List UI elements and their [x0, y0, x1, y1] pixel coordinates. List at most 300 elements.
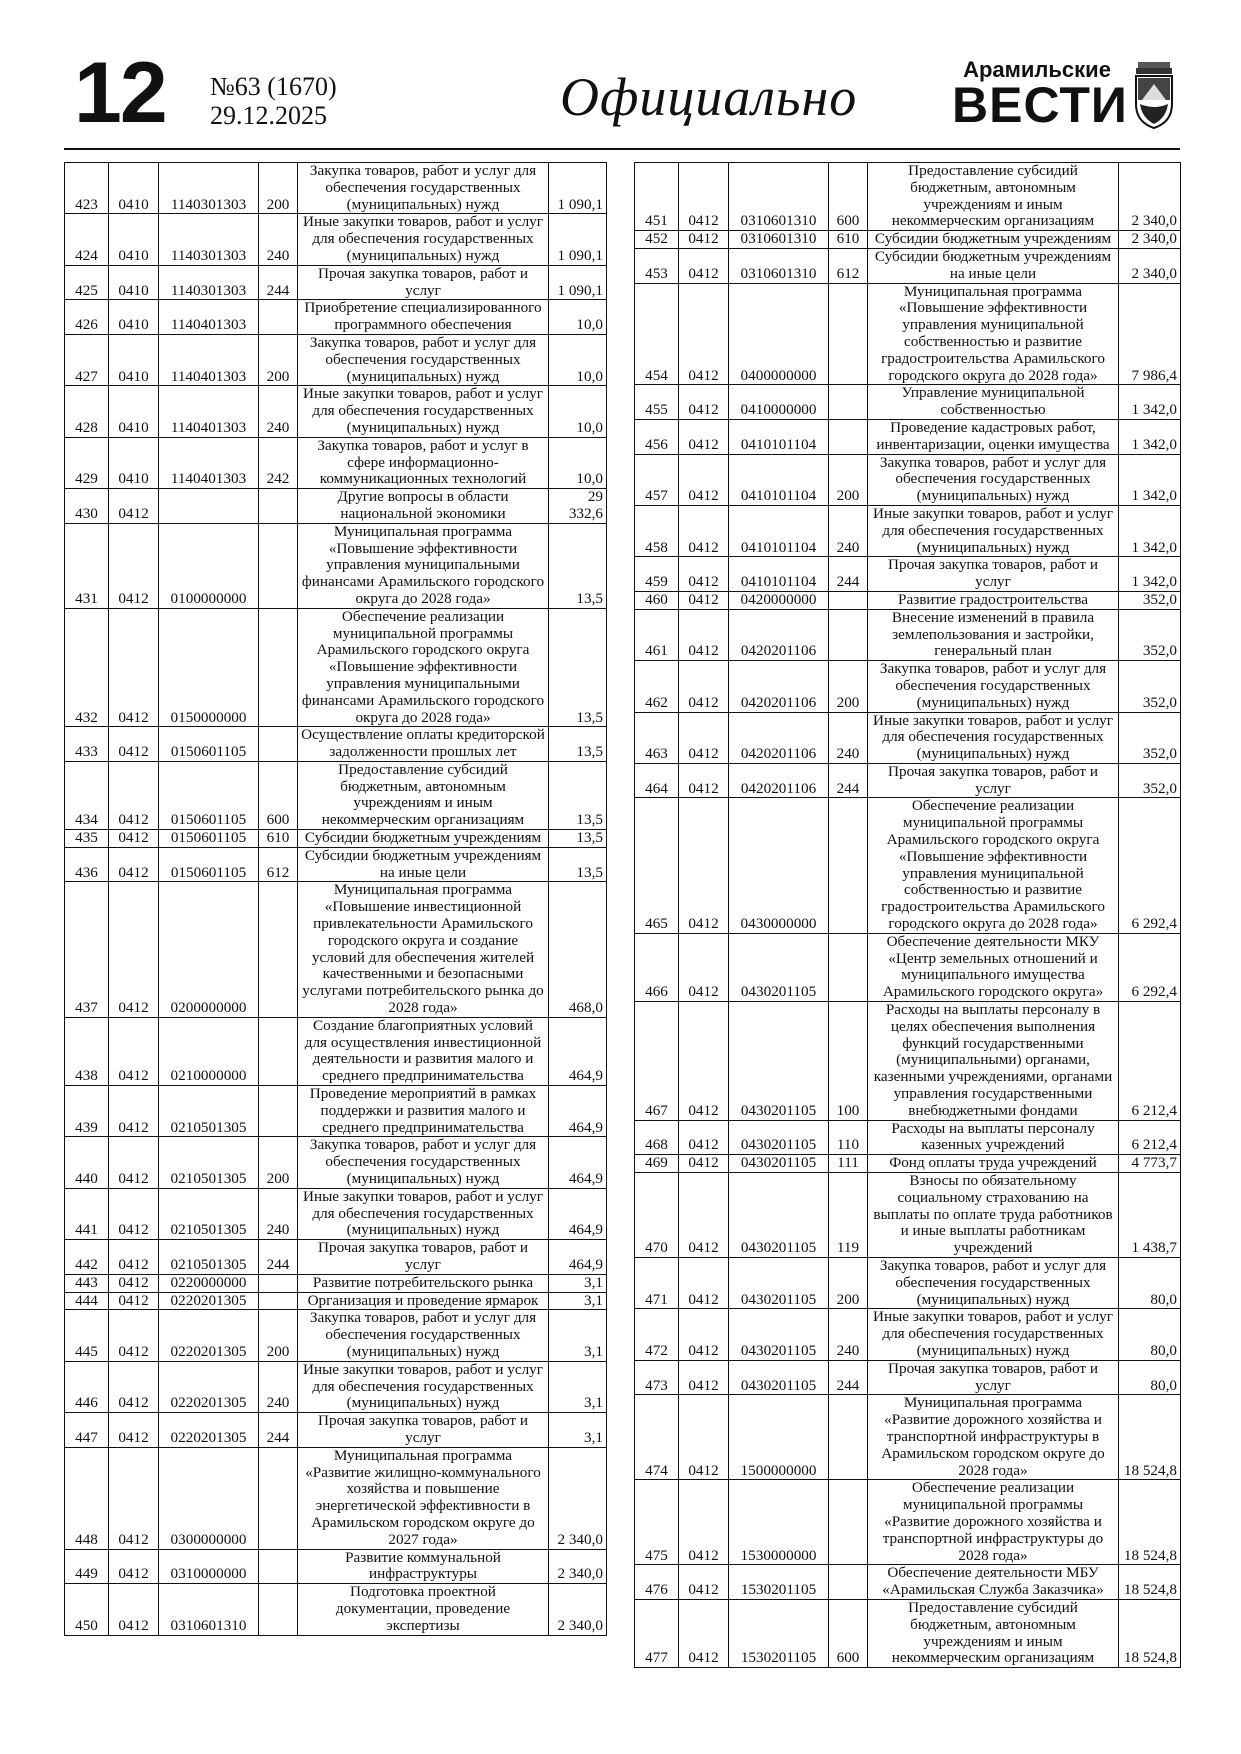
expense-type-code: [829, 283, 868, 385]
table-row: [65, 523, 607, 608]
target-article-code: 0150601105: [159, 830, 259, 848]
expense-type-code: [829, 933, 868, 1001]
row-number: 470: [635, 1173, 679, 1258]
row-number: 462: [635, 661, 679, 712]
amount: 13,5: [549, 727, 607, 762]
expense-type-code: [259, 1447, 298, 1549]
target-article-code: 1530201105: [729, 1599, 829, 1667]
table-row: [635, 1120, 1181, 1155]
section-code: 0412: [109, 761, 159, 829]
amount: 464,9: [549, 1017, 607, 1085]
item-name: Муниципальная программа «Повышение инвестиционной привлекательности Арамильского городского округа и создание условий для обеспечения жителей качественными и безопасными услугами потребительского рынка до 2028 года»: [298, 882, 549, 1017]
item-name: Обеспечение деятельности МБУ «Арамильская Служба Заказчика»: [868, 1565, 1119, 1600]
amount: 80,0: [1119, 1258, 1181, 1309]
target-article-code: 0420201106: [729, 661, 829, 712]
expense-type-code: [829, 385, 868, 420]
target-article-code: 0310601310: [729, 163, 829, 231]
table-row: [65, 1310, 607, 1361]
row-number: 474: [635, 1395, 679, 1480]
target-article-code: 0210501305: [159, 1137, 259, 1188]
section-code: 0412: [679, 1360, 729, 1395]
expense-type-code: 612: [829, 248, 868, 283]
expense-type-code: 242: [259, 437, 298, 488]
amount: 6 212,4: [1119, 1120, 1181, 1155]
section-code: 0410: [109, 300, 159, 335]
table-row: [65, 214, 607, 265]
amount: 464,9: [549, 1240, 607, 1275]
item-name: Прочая закупка товаров, работ и услуг: [868, 1360, 1119, 1395]
section-code: 0412: [679, 591, 729, 609]
target-article-code: 0150601105: [159, 847, 259, 882]
expense-type-code: 240: [829, 712, 868, 763]
section-code: 0412: [679, 454, 729, 505]
amount: 464,9: [549, 1086, 607, 1137]
expense-type-code: 100: [829, 1002, 868, 1121]
budget-table-left: [64, 162, 607, 1636]
row-number: 472: [635, 1309, 679, 1360]
target-article-code: 0430000000: [729, 798, 829, 933]
table-row: [65, 1137, 607, 1188]
expense-type-code: [259, 727, 298, 762]
section-code: 0412: [109, 523, 159, 608]
section-code: 0412: [679, 283, 729, 385]
section-code: 0412: [679, 763, 729, 798]
expense-type-code: [259, 489, 298, 524]
row-number: 471: [635, 1258, 679, 1309]
expense-type-code: [829, 1565, 868, 1600]
table-row: [65, 608, 607, 727]
target-article-code: 0430201105: [729, 1258, 829, 1309]
target-article-code: 0410101104: [729, 505, 829, 556]
row-number: 446: [65, 1361, 109, 1412]
item-name: Муниципальная программа «Повышение эффективности управления муниципальной собственностью и развитие градостроительства Арамильского городского округа до 2028 года»: [868, 283, 1119, 385]
row-number: 423: [65, 163, 109, 214]
target-article-code: 0430201105: [729, 1360, 829, 1395]
section-title: Официально: [560, 67, 858, 127]
row-number: 457: [635, 454, 679, 505]
target-article-code: 0220000000: [159, 1274, 259, 1292]
row-number: 435: [65, 830, 109, 848]
amount: 6 212,4: [1119, 1002, 1181, 1121]
section-code: 0412: [679, 798, 729, 933]
expense-type-code: 610: [829, 231, 868, 249]
item-name: Создание благоприятных условий для осуществления инвестиционной деятельности и развития малого и среднего предпринимательства: [298, 1017, 549, 1085]
item-name: Иные закупки товаров, работ и услуг для обеспечения государственных (муниципальных) нужд: [298, 386, 549, 437]
amount: 18 524,8: [1119, 1395, 1181, 1480]
row-number: 469: [635, 1155, 679, 1173]
amount: 10,0: [549, 334, 607, 385]
target-article-code: 0100000000: [159, 523, 259, 608]
section-code: 0412: [679, 505, 729, 556]
target-article-code: 0310000000: [159, 1549, 259, 1584]
item-name: Закупка товаров, работ и услуг для обеспечения государственных (муниципальных) нужд: [298, 334, 549, 385]
table-row: [65, 727, 607, 762]
section-code: 0410: [109, 334, 159, 385]
amount: 1 090,1: [549, 265, 607, 300]
table-row: [65, 830, 607, 848]
item-name: Иные закупки товаров, работ и услуг для обеспечения государственных (муниципальных) нужд: [298, 1361, 549, 1412]
amount: 6 292,4: [1119, 798, 1181, 933]
table-row: [635, 712, 1181, 763]
row-number: 451: [635, 163, 679, 231]
amount: 2 340,0: [1119, 163, 1181, 231]
amount: 13,5: [549, 523, 607, 608]
expense-type-code: [259, 1274, 298, 1292]
section-code: 0412: [109, 1137, 159, 1188]
item-name: Прочая закупка товаров, работ и услуг: [298, 265, 549, 300]
item-name: Иные закупки товаров, работ и услуг для обеспечения государственных (муниципальных) нужд: [868, 712, 1119, 763]
expense-type-code: 200: [259, 1310, 298, 1361]
section-code: 0412: [679, 557, 729, 592]
table-row: [65, 1361, 607, 1412]
row-number: 467: [635, 1002, 679, 1121]
target-article-code: 0310601310: [729, 248, 829, 283]
amount: 3,1: [549, 1310, 607, 1361]
expense-type-code: [259, 882, 298, 1017]
amount: 4 773,7: [1119, 1155, 1181, 1173]
table-row: [635, 454, 1181, 505]
target-article-code: 0210000000: [159, 1017, 259, 1085]
table-row: [65, 300, 607, 335]
amount: 352,0: [1119, 591, 1181, 609]
target-article-code: 0410101104: [729, 419, 829, 454]
row-number: 465: [635, 798, 679, 933]
table-row: [65, 163, 607, 214]
amount: 10,0: [549, 386, 607, 437]
amount: 1 090,1: [549, 163, 607, 214]
amount: 1 342,0: [1119, 454, 1181, 505]
issue-date: 29.12.2025: [210, 101, 327, 130]
amount: 1 090,1: [549, 214, 607, 265]
item-name: Развитие потребительского рынка: [298, 1274, 549, 1292]
row-number: 468: [635, 1120, 679, 1155]
section-code: 0412: [109, 1017, 159, 1085]
item-name: Внесение изменений в правила землепользования и застройки, генеральный план: [868, 609, 1119, 660]
section-code: 0412: [679, 1002, 729, 1121]
table-row: [635, 385, 1181, 420]
row-number: 430: [65, 489, 109, 524]
item-name: Муниципальная программа «Повышение эффективности управления муниципальными финансами Арамильского городского округа до 2028 года»: [298, 523, 549, 608]
table-row: [635, 661, 1181, 712]
expense-type-code: 244: [829, 557, 868, 592]
issue-number: №63 (1670): [210, 72, 337, 101]
section-code: 0412: [109, 1584, 159, 1635]
section-code: 0412: [109, 1310, 159, 1361]
amount: 1 342,0: [1119, 385, 1181, 420]
section-code: 0410: [109, 214, 159, 265]
expense-type-code: 610: [259, 830, 298, 848]
expense-type-code: [259, 1292, 298, 1310]
expense-type-code: 244: [259, 1413, 298, 1448]
target-article-code: 0420201106: [729, 609, 829, 660]
item-name: Иные закупки товаров, работ и услуг для обеспечения государственных (муниципальных) нужд: [298, 214, 549, 265]
row-number: 460: [635, 591, 679, 609]
amount: 18 524,8: [1119, 1599, 1181, 1667]
target-article-code: 0400000000: [729, 283, 829, 385]
target-article-code: 0430201105: [729, 1002, 829, 1121]
table-row: [635, 933, 1181, 1001]
item-name: Проведение кадастровых работ, инвентаризации, оценки имущества: [868, 419, 1119, 454]
section-code: 0410: [109, 163, 159, 214]
table-row: [635, 1002, 1181, 1121]
item-name: Иные закупки товаров, работ и услуг для обеспечения государственных (муниципальных) нужд: [868, 505, 1119, 556]
item-name: Субсидии бюджетным учреждениям на иные цели: [298, 847, 549, 882]
target-article-code: [159, 489, 259, 524]
target-article-code: 0410101104: [729, 454, 829, 505]
row-number: 440: [65, 1137, 109, 1188]
target-article-code: 0430201105: [729, 1120, 829, 1155]
section-code: 0412: [679, 712, 729, 763]
row-number: 449: [65, 1549, 109, 1584]
table-row: [635, 419, 1181, 454]
section-code: 0412: [109, 1274, 159, 1292]
table-row: [65, 265, 607, 300]
section-code: 0412: [679, 609, 729, 660]
table-row: [65, 1240, 607, 1275]
item-name: Иные закупки товаров, работ и услуг для обеспечения государственных (муниципальных) нужд: [868, 1309, 1119, 1360]
row-number: 424: [65, 214, 109, 265]
target-article-code: 0430201105: [729, 1173, 829, 1258]
target-article-code: 0420000000: [729, 591, 829, 609]
target-article-code: 0300000000: [159, 1447, 259, 1549]
target-article-code: 0210501305: [159, 1188, 259, 1239]
expense-type-code: 600: [829, 163, 868, 231]
amount: 2 340,0: [1119, 231, 1181, 249]
target-article-code: 0410000000: [729, 385, 829, 420]
section-code: 0412: [679, 1155, 729, 1173]
table-row: [635, 1360, 1181, 1395]
item-name: Закупка товаров, работ и услуг для обеспечения государственных (муниципальных) нужд: [868, 661, 1119, 712]
row-number: 445: [65, 1310, 109, 1361]
section-code: 0412: [109, 1413, 159, 1448]
section-code: 0412: [109, 882, 159, 1017]
table-row: [635, 1565, 1181, 1600]
row-number: 456: [635, 419, 679, 454]
expense-type-code: [829, 1480, 868, 1565]
item-name: Прочая закупка товаров, работ и услуг: [298, 1413, 549, 1448]
item-name: Субсидии бюджетным учреждениям на иные цели: [868, 248, 1119, 283]
amount: 18 524,8: [1119, 1480, 1181, 1565]
expense-type-code: 200: [259, 1137, 298, 1188]
section-code: 0412: [109, 608, 159, 727]
item-name: Предоставление субсидий бюджетным, автономным учреждениям и иным некоммерческим организациям: [868, 1599, 1119, 1667]
section-code: 0412: [109, 1086, 159, 1137]
section-code: 0412: [109, 1447, 159, 1549]
amount: 29 332,6: [549, 489, 607, 524]
expense-type-code: 200: [829, 661, 868, 712]
item-name: Развитие градостроительства: [868, 591, 1119, 609]
amount: 1 342,0: [1119, 557, 1181, 592]
section-code: 0412: [109, 1188, 159, 1239]
target-article-code: 1140401303: [159, 334, 259, 385]
expense-type-code: 110: [829, 1120, 868, 1155]
row-number: 458: [635, 505, 679, 556]
item-name: Обеспечение деятельности МКУ «Центр земельных отношений и муниципального имущества Арамильского городского округа»: [868, 933, 1119, 1001]
section-code: 0412: [679, 1480, 729, 1565]
item-name: Закупка товаров, работ и услуг для обеспечения государственных (муниципальных) нужд: [868, 1258, 1119, 1309]
section-code: 0412: [109, 1240, 159, 1275]
section-code: 0412: [109, 1292, 159, 1310]
target-article-code: 0220201305: [159, 1413, 259, 1448]
expense-type-code: [259, 1017, 298, 1085]
section-code: 0412: [679, 231, 729, 249]
expense-type-code: 244: [829, 1360, 868, 1395]
table-row: [65, 882, 607, 1017]
expense-type-code: 200: [259, 163, 298, 214]
row-number: 463: [635, 712, 679, 763]
amount: 13,5: [549, 761, 607, 829]
expense-type-code: [829, 1395, 868, 1480]
section-code: 0412: [679, 1395, 729, 1480]
row-number: 447: [65, 1413, 109, 1448]
item-name: Закупка товаров, работ и услуг для обеспечения государственных (муниципальных) нужд: [868, 454, 1119, 505]
item-name: Обеспечение реализации муниципальной программы Арамильского городского округа «Повышение эффективности управления муниципальными финансами Арамильского городского округа до 2028 года»: [298, 608, 549, 727]
row-number: 473: [635, 1360, 679, 1395]
section-code: 0412: [109, 1549, 159, 1584]
expense-type-code: 244: [259, 1240, 298, 1275]
page-header: [64, 45, 1180, 148]
target-article-code: 0430201105: [729, 1155, 829, 1173]
row-number: 431: [65, 523, 109, 608]
row-number: 434: [65, 761, 109, 829]
row-number: 438: [65, 1017, 109, 1085]
amount: 352,0: [1119, 763, 1181, 798]
item-name: Обеспечение реализации муниципальной программы «Развитие дорожного хозяйства и транспортной инфраструктуры до 2028 года»: [868, 1480, 1119, 1565]
row-number: 477: [635, 1599, 679, 1667]
target-article-code: 0220201305: [159, 1361, 259, 1412]
expense-type-code: 600: [829, 1599, 868, 1667]
table-row: [635, 248, 1181, 283]
expense-type-code: [259, 608, 298, 727]
row-number: 439: [65, 1086, 109, 1137]
target-article-code: 1500000000: [729, 1395, 829, 1480]
amount: 13,5: [549, 830, 607, 848]
expense-type-code: [829, 419, 868, 454]
table-row: [65, 1413, 607, 1448]
expense-type-code: [259, 300, 298, 335]
issue-info: [210, 72, 337, 130]
item-name: Субсидии бюджетным учреждениям: [868, 231, 1119, 249]
expense-type-code: 244: [829, 763, 868, 798]
section-code: 0410: [109, 386, 159, 437]
section-code: 0412: [109, 830, 159, 848]
section-code: 0412: [679, 661, 729, 712]
expense-type-code: [829, 798, 868, 933]
row-number: 441: [65, 1188, 109, 1239]
target-article-code: 0150601105: [159, 761, 259, 829]
target-article-code: 0220201305: [159, 1310, 259, 1361]
table-row: [635, 763, 1181, 798]
row-number: 444: [65, 1292, 109, 1310]
amount: 6 292,4: [1119, 933, 1181, 1001]
expense-type-code: 111: [829, 1155, 868, 1173]
expense-type-code: [259, 1584, 298, 1635]
item-name: Прочая закупка товаров, работ и услуг: [298, 1240, 549, 1275]
amount: 3,1: [549, 1292, 607, 1310]
table-row: [635, 1395, 1181, 1480]
amount: 464,9: [549, 1137, 607, 1188]
amount: 2 340,0: [549, 1549, 607, 1584]
item-name: Управление муниципальной собственностью: [868, 385, 1119, 420]
target-article-code: 1140301303: [159, 163, 259, 214]
budget-table-right: [634, 162, 1181, 1668]
section-code: 0412: [109, 847, 159, 882]
expense-type-code: [259, 1086, 298, 1137]
section-code: 0412: [679, 1120, 729, 1155]
item-name: Закупка товаров, работ и услуг для обеспечения государственных (муниципальных) нужд: [298, 163, 549, 214]
row-number: 427: [65, 334, 109, 385]
amount: 1 438,7: [1119, 1173, 1181, 1258]
table-row: [65, 847, 607, 882]
amount: 2 340,0: [1119, 248, 1181, 283]
expense-type-code: 240: [829, 505, 868, 556]
page-number: 12: [74, 45, 166, 141]
item-name: Расходы на выплаты персоналу в целях обеспечения выполнения функций государственными (муниципальными) органами, казенными учреждениями, органами управления государственными внебюджетными фондами: [868, 1002, 1119, 1121]
table-row: [635, 1480, 1181, 1565]
row-number: 453: [635, 248, 679, 283]
target-article-code: 0310601310: [729, 231, 829, 249]
expense-type-code: [259, 523, 298, 608]
table-row: [65, 489, 607, 524]
section-code: 0410: [109, 265, 159, 300]
item-name: Осуществление оплаты кредиторской задолженности прошлых лет: [298, 727, 549, 762]
amount: 7 986,4: [1119, 283, 1181, 385]
target-article-code: 0430201105: [729, 1309, 829, 1360]
table-row: [65, 1017, 607, 1085]
expense-type-code: 200: [829, 454, 868, 505]
table-row: [65, 1292, 607, 1310]
amount: 468,0: [549, 882, 607, 1017]
expense-type-code: 612: [259, 847, 298, 882]
section-code: 0412: [109, 727, 159, 762]
item-name: Организация и проведение ярмарок: [298, 1292, 549, 1310]
row-number: 448: [65, 1447, 109, 1549]
target-article-code: 1140301303: [159, 265, 259, 300]
amount: 352,0: [1119, 609, 1181, 660]
table-row: [635, 591, 1181, 609]
item-name: Приобретение специализированного программного обеспечения: [298, 300, 549, 335]
expense-type-code: 240: [259, 214, 298, 265]
expense-type-code: 200: [259, 334, 298, 385]
table-row: [635, 231, 1181, 249]
amount: 13,5: [549, 847, 607, 882]
row-number: 428: [65, 386, 109, 437]
table-row: [65, 437, 607, 488]
item-name: Закупка товаров, работ и услуг в сфере информационно-коммуникационных технологий: [298, 437, 549, 488]
section-code: 0412: [679, 1258, 729, 1309]
section-code: 0412: [679, 163, 729, 231]
target-article-code: 1140401303: [159, 386, 259, 437]
target-article-code: 0430201105: [729, 933, 829, 1001]
target-article-code: 0150601105: [159, 727, 259, 762]
row-number: 425: [65, 265, 109, 300]
item-name: Закупка товаров, работ и услуг для обеспечения государственных (муниципальных) нужд: [298, 1310, 549, 1361]
target-article-code: 0210501305: [159, 1240, 259, 1275]
target-article-code: 0420201106: [729, 712, 829, 763]
item-name: Обеспечение реализации муниципальной программы Арамильского городского округа «Повышение эффективности управления муниципальной собственностью и развитие градостроительства Арамильского городского округа до 2028 года»: [868, 798, 1119, 933]
item-name: Развитие коммунальной инфраструктуры: [298, 1549, 549, 1584]
table-row: [635, 505, 1181, 556]
table-row: [635, 1173, 1181, 1258]
target-article-code: 1140401303: [159, 300, 259, 335]
item-name: Прочая закупка товаров, работ и услуг: [868, 763, 1119, 798]
amount: 2 340,0: [549, 1447, 607, 1549]
row-number: 461: [635, 609, 679, 660]
section-code: 0412: [109, 1361, 159, 1412]
expense-type-code: [829, 609, 868, 660]
amount: 80,0: [1119, 1360, 1181, 1395]
row-number: 443: [65, 1274, 109, 1292]
